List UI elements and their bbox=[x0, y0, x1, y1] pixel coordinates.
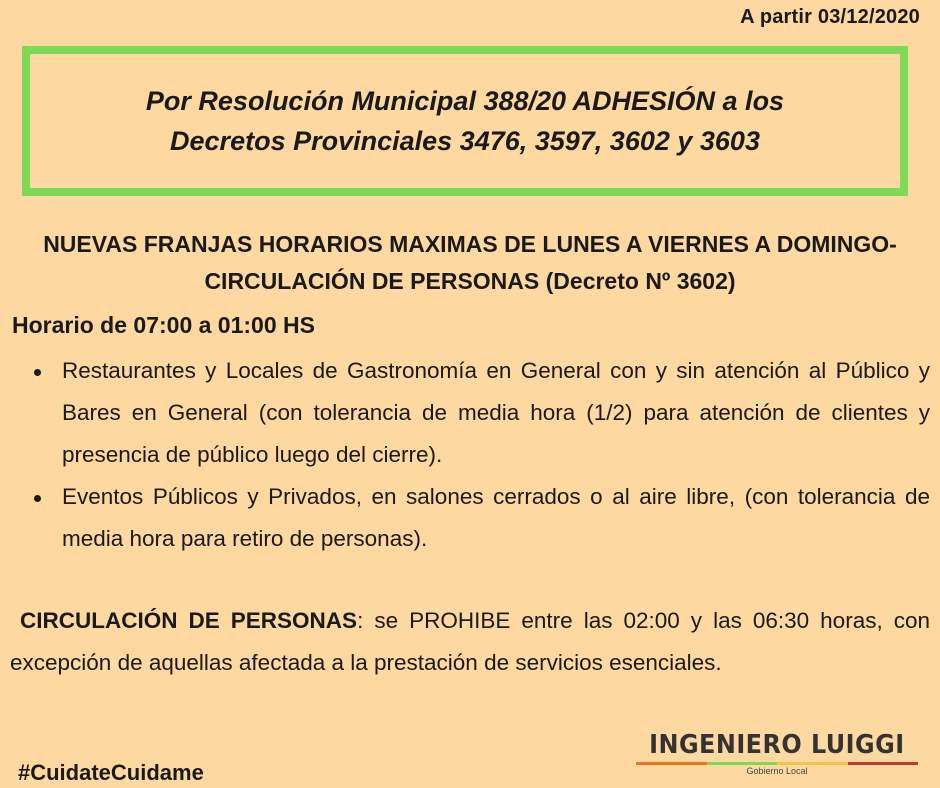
logo-stripe-segment bbox=[707, 762, 778, 765]
logo-stripe bbox=[636, 762, 918, 765]
logo bbox=[636, 730, 918, 776]
hours-text: Horario de 07:00 a 01:00 HS bbox=[12, 312, 315, 338]
circulation-label: CIRCULACIÓN DE PERSONAS bbox=[20, 608, 358, 633]
bullet-list bbox=[62, 350, 930, 560]
logo-subtitle: Gobierno Local bbox=[746, 766, 808, 776]
circulation-paragraph bbox=[10, 600, 930, 684]
bullet-text: Eventos Públicos y Privados, en salones cerrados o al aire libre, (con tolerancia de media hora para retiro de personas). bbox=[62, 484, 930, 551]
logo-stripe-segment bbox=[848, 762, 919, 765]
headline: NUEVAS FRANJAS HORARIOS MAXIMAS DE LUNES A VIERNES A DOMINGO- CIRCULACIÓN DE PERSONAS (Decreto Nº 3602) bbox=[43, 231, 897, 294]
resolution-box bbox=[22, 46, 908, 196]
hashtag: #CuidateCuidame bbox=[18, 760, 204, 785]
logo-stripe-segment bbox=[777, 762, 848, 765]
effective-date: A partir 03/12/2020 bbox=[740, 6, 920, 28]
logo-stripe-segment bbox=[636, 762, 707, 765]
bullet-text: Restaurantes y Locales de Gastronomía en General con y sin atención al Público y Bares en General (con tolerancia de media hora (1/2) para atención de clientes y presencia de público luego del cierre). bbox=[62, 358, 930, 467]
list-item bbox=[62, 476, 930, 560]
circulation-text: : se PROHIBE entre las 02:00 y las 06:30 horas, con excepción de aquellas afectada a la prestación de servicios esenciales. bbox=[10, 608, 930, 675]
resolution-text: Por Resolución Municipal 388/20 ADHESIÓN a los Decretos Provinciales 3476, 3597, 3602 y 3603 bbox=[145, 86, 785, 156]
bullet-icon bbox=[34, 369, 41, 376]
list-item bbox=[62, 350, 930, 476]
bullet-icon bbox=[34, 495, 41, 502]
logo-name: INGENIERO LUIGGI bbox=[649, 730, 905, 760]
